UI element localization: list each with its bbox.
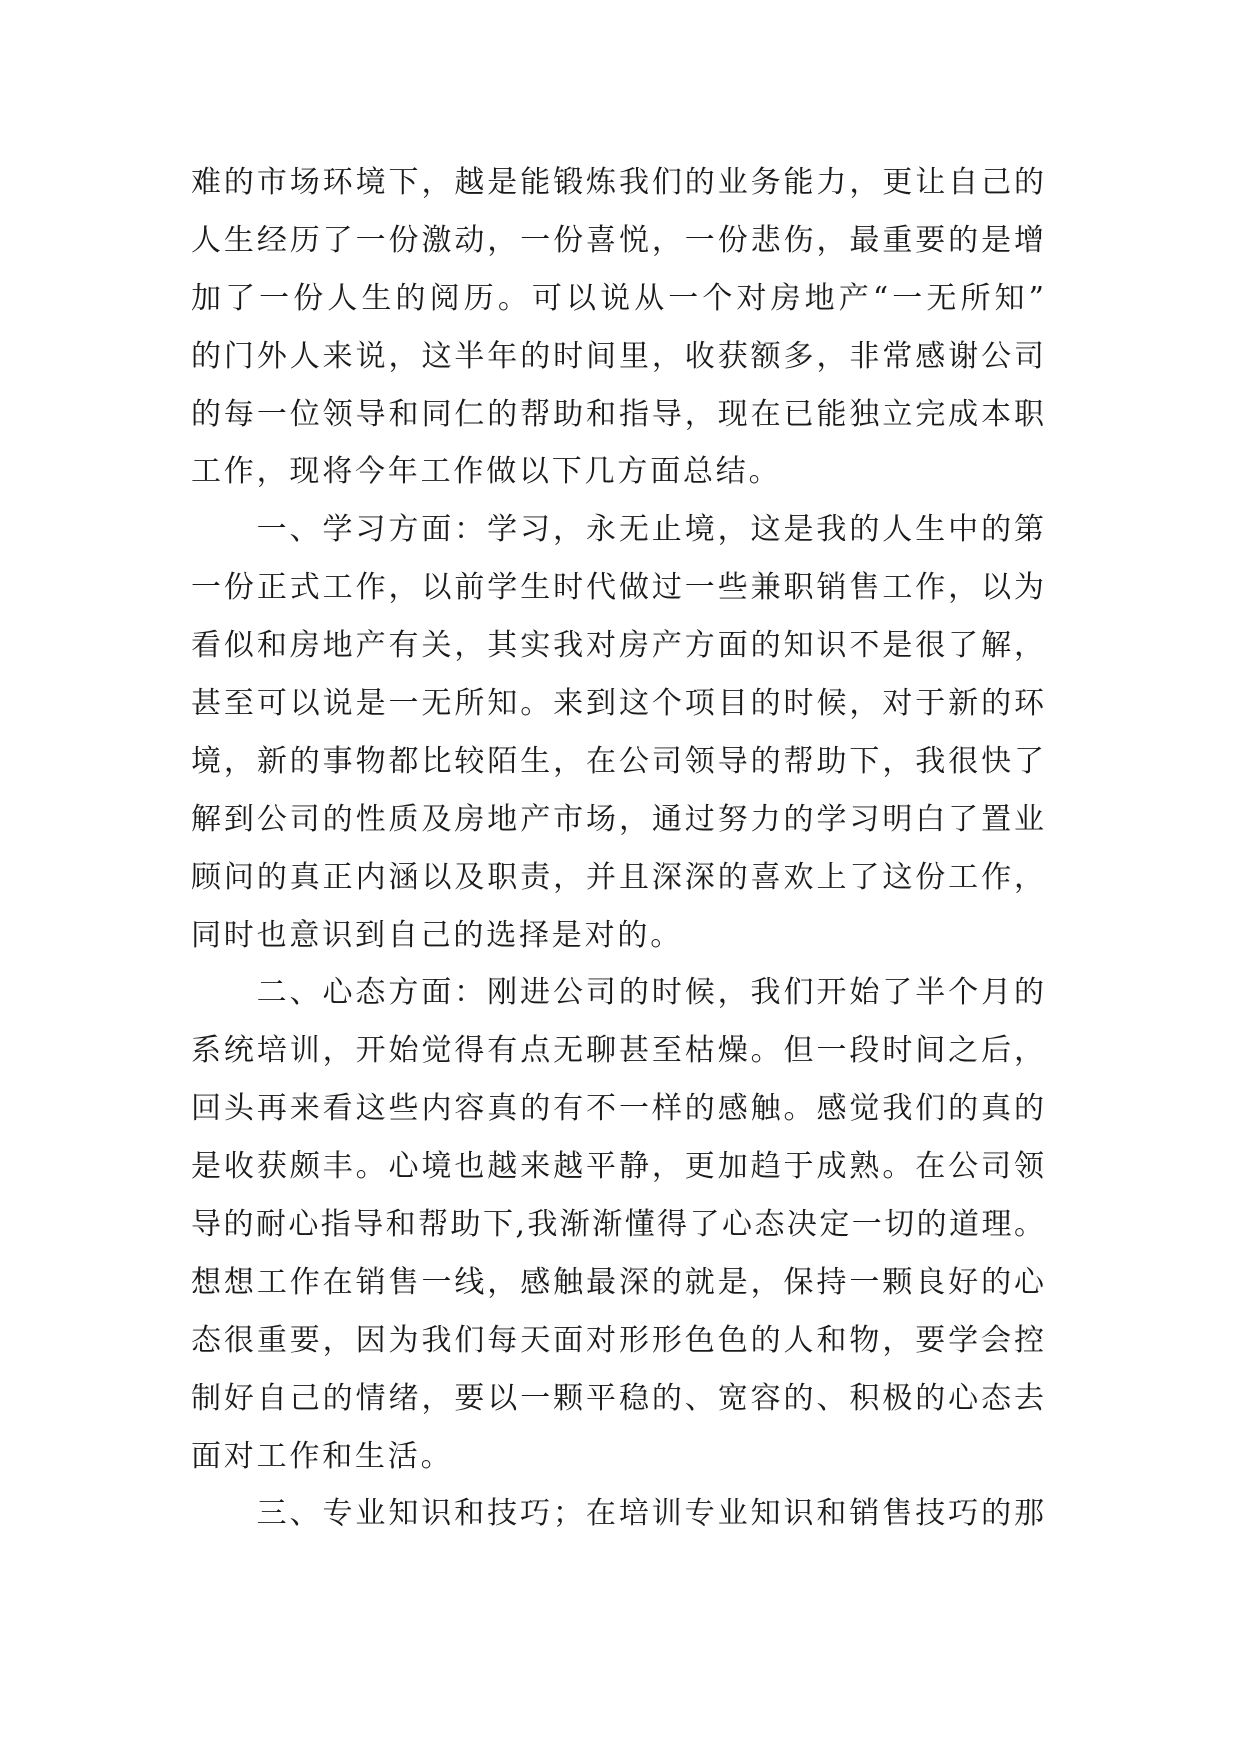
paragraph-continuation [191,154,1044,501]
paragraph-study [191,501,1044,964]
text-line: 是收获颇丰。心境也越来越平静，更加趋于成熟。在公司领 [191,1149,1044,1185]
text-line: 看似和房地产有关，其实我对房产方面的知识不是很了解， [191,628,1044,664]
text-line: 同时也意识到自己的选择是对的。 [191,917,683,953]
text-line: 一、学习方面：学习，永无止境，这是我的人生中的第 [256,512,1044,548]
text-line: 制好自己的情绪，要以一颗平稳的、宽容的、积极的心态去 [191,1380,1044,1416]
text-line: 人生经历了一份激动，一份喜悦，一份悲伤，最重要的是增 [191,222,1044,258]
text-line: 甚至可以说是一无所知。来到这个项目的时候，对于新的环 [191,686,1044,722]
text-line: 想想工作在销售一线，感触最深的就是，保持一颗良好的心 [191,1264,1044,1300]
paragraph-mindset [191,964,1044,1485]
document-body [191,154,1044,1543]
text-line: 回头再来看这些内容真的有不一样的感触。感觉我们的真的 [191,1091,1044,1127]
text-line: 系统培训，开始觉得有点无聊甚至枯燥。但一段时间之后， [191,1033,1044,1069]
text-line: 态很重要，因为我们每天面对形形色色的人和物，要学会控 [191,1322,1044,1358]
text-line: 二、心态方面：刚进公司的时候，我们开始了半个月的 [256,975,1044,1011]
text-line: 顾问的真正内涵以及职责，并且深深的喜欢上了这份工作， [191,859,1044,895]
text-line: 加了一份人生的阅历。可以说从一个对房地产“一无所知” [191,280,1044,316]
text-line: 三、专业知识和技巧；在培训专业知识和销售技巧的那 [256,1496,1044,1532]
text-line: 导的耐心指导和帮助下,我渐渐懂得了心态决定一切的道理。 [191,1207,1044,1243]
text-line: 一份正式工作，以前学生时代做过一些兼职销售工作，以为 [191,570,1044,606]
text-line: 境，新的事物都比较陌生，在公司领导的帮助下，我很快了 [191,743,1044,779]
text-line: 的每一位领导和同仁的帮助和指导，现在已能独立完成本职 [191,396,1044,432]
text-line: 难的市场环境下，越是能锻炼我们的业务能力，更让自己的 [191,165,1044,200]
text-line: 面对工作和生活。 [191,1438,454,1474]
paragraph-skills [191,1485,1044,1543]
text-line: 的门外人来说，这半年的时间里，收获额多，非常感谢公司 [191,338,1044,374]
text-line: 解到公司的性质及房地产市场，通过努力的学习明白了置业 [191,801,1044,837]
text-line: 工作，现将今年工作做以下几方面总结。 [191,454,782,490]
